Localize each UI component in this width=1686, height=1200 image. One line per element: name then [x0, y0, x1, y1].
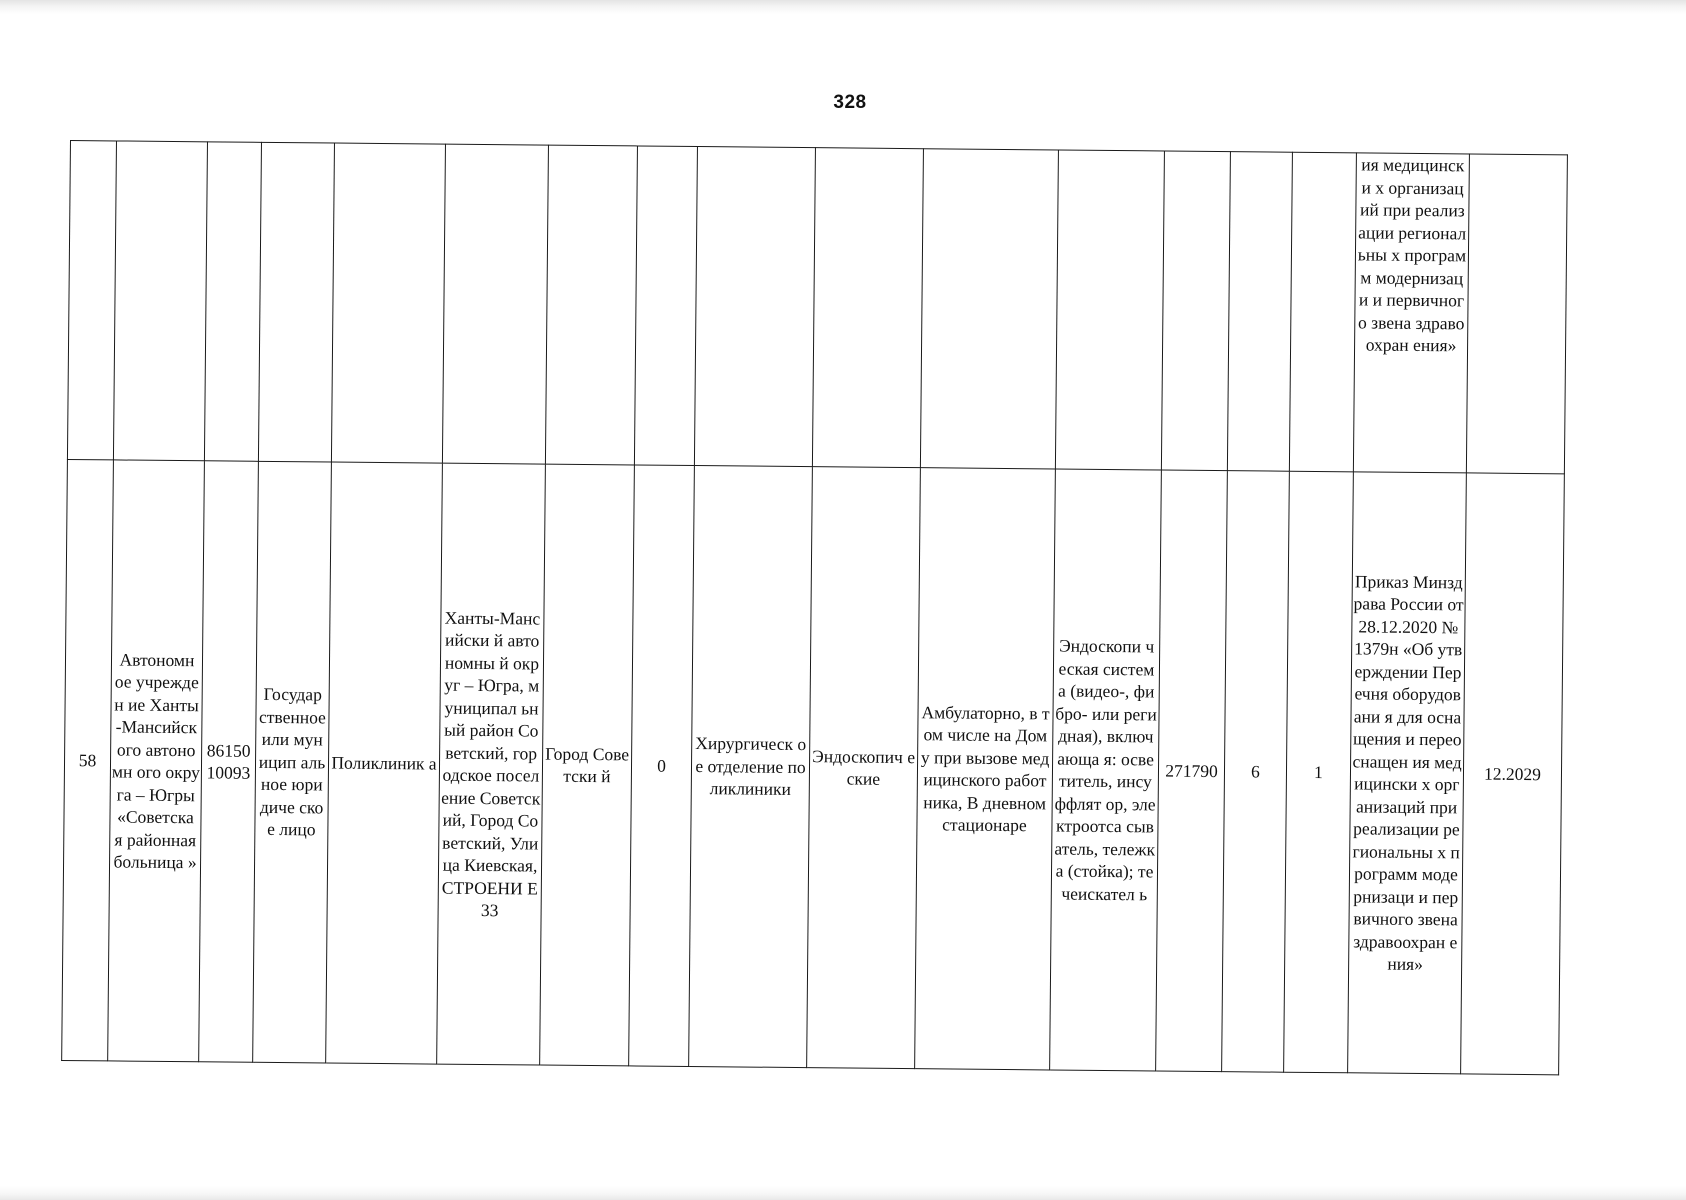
table-cell	[442, 144, 548, 464]
table-cell	[545, 145, 637, 465]
table-cell	[1227, 152, 1292, 472]
settlement-cell: Город Советски й	[540, 464, 635, 1066]
table-cell	[67, 141, 116, 460]
table-cell	[812, 148, 923, 468]
department-cell: Хирургическ ое отделение поликлиники	[689, 466, 813, 1068]
page-number: 328	[833, 92, 867, 113]
table-cell	[1466, 154, 1567, 474]
normative-act-cell: Приказ Минздрава России от 28.12.2020 № 1379н «Об утверждении Перечня оборудовани я для оснащения и переоснащен ия медицински х организаций при реализации региональны х программ модернизаци и первичного звена здравоохран ения»	[1348, 472, 1467, 1074]
table-cell	[1161, 151, 1230, 471]
date-cell: 12.2029	[1461, 473, 1565, 1075]
table-cell	[920, 149, 1058, 469]
table-cell	[634, 146, 697, 466]
org-type-cell: Государ ственное или муницип альное юридиче ское лицо	[253, 461, 332, 1063]
zero-value-cell: 0	[629, 465, 695, 1067]
scan-edge-top	[0, 0, 1686, 14]
equipment-cell: Эндоскопи ческая система (видео-, фибро- или регидная), включающа я: осветитель, инсуффлят ор, электроотса сыватель, тележка (стойка); течеискател ь	[1050, 469, 1162, 1071]
table-cell	[1055, 150, 1164, 470]
table-cell	[331, 143, 445, 463]
table-row	[62, 459, 1565, 1074]
table-cell	[258, 142, 334, 462]
table-cell	[113, 141, 207, 461]
care-conditions-cell: Амбулаторно, в том числе на Дому при вызове медицинского работника, В дневном стационаре	[915, 468, 1056, 1070]
organization-cell: Автономн ое учрежден ие Ханты-Мансийск ого автономн ого округа – Югры «Советска я районная больница »	[108, 460, 205, 1062]
quantity-b-cell: 1	[1284, 471, 1354, 1073]
quantity-a-cell: 6	[1222, 471, 1290, 1073]
normative-act-continuation-cell: ия медицински х организаций при реализации региональны х программ модернизаци и первичного звена здравоохран ения»	[1353, 153, 1469, 473]
scan-edge-bottom	[0, 1186, 1686, 1200]
category-cell: Эндоскопич еские	[807, 467, 921, 1069]
inn-cell: 86150 10093	[199, 461, 259, 1062]
address-cell: Ханты-Мансийски й автономны й округ – Югра, муниципал ьный район Советский, городское поселение Советский, Город Советский, Улица Киевская, СТРОЕНИ Е 33	[437, 463, 546, 1065]
equipment-table	[61, 140, 1568, 1075]
table-cell	[1289, 152, 1356, 472]
table-cell	[204, 142, 261, 462]
table-cell	[694, 147, 815, 467]
code-cell: 271790	[1156, 470, 1228, 1072]
facility-type-cell: Поликлиник а	[326, 462, 443, 1064]
table-row-continuation	[67, 141, 1567, 474]
row-number-cell: 58	[62, 459, 114, 1060]
